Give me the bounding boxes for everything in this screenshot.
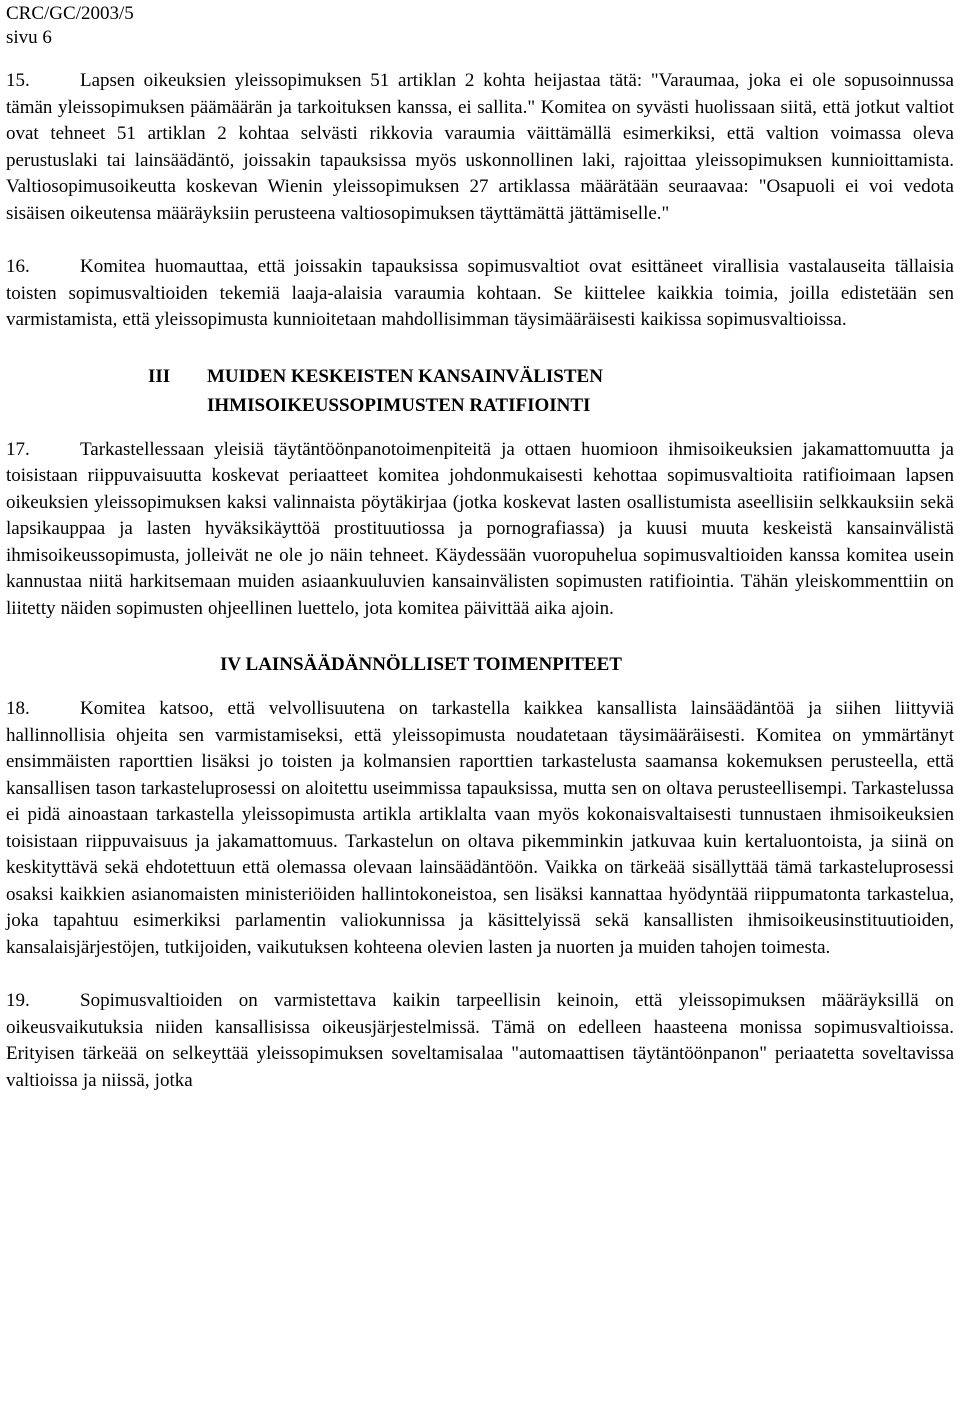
- paragraph-number: 17.: [6, 438, 30, 460]
- paragraph-16: [6, 254, 954, 334]
- paragraph-text: Komitea katsoo, että velvollisuutena on tarkastella kaikkea kansallista lainsäädäntöä ja siihen liittyviä hallinnollisia ohjeita sen varmistamiseksi, että yleissopimusta noudatetaan täysimääräisesti. Komitea on ymmärtänyt ensimmäisten raporttien lisäksi jo toisten ja kolmansien raporttien tarkastelusta saamansa kokemuksen perusteella, että kansallisen tason tarkasteluprosessi on aloitettu useimmissa tapauksissa, mutta sen on oltava perusteellisempi. Tarkastelussa ei pidä ainoastaan tarkastella yleissopimusta artikla artiklalta vaan myös kokonaisvaltaisesti tunnustaen ihmisoikeuksien toisistaan riippuvaisuus ja jakamattomuus. Tarkastelun on oltava pikemminkin jatkuvaa kuin kertaluontoista, ja siinä on keskityttävä sekä ehdotettuun että olemassa olevaan lainsäädäntöön. Vaikka on tärkeää sisällyttää tämä tarkasteluprosessi osaksi kaikkien asianomaisten ministeriöiden hallintokoneistoa, sen lisäksi kannattaa hyödyntää riippumatonta tarkastelua, joka tapahtuu esimerkiksi parlamentin valiokunnissa ja käsittelyissä sekä kansallisten ihmisoikeusinstituutioiden, kansalaisjärjestöjen, tutkijoiden, vaikutuksen kohteena olevien lasten ja nuorten ja muiden tahojen toimesta.: [6, 698, 954, 958]
- section-heading-4: IV LAINSÄÄDÄNNÖLLISET TOIMENPITEET: [220, 654, 622, 675]
- paragraph-number: 18.: [6, 698, 30, 719]
- paragraph-19: [6, 988, 954, 1094]
- paragraph-17: [6, 437, 954, 623]
- document-reference: CRC/GC/2003/5: [6, 3, 134, 24]
- section-title-line-1: MUIDEN KESKEISTEN KANSAINVÄLISTEN: [207, 365, 603, 387]
- paragraph-number: 16.: [6, 256, 30, 277]
- paragraph-number: 19.: [6, 990, 30, 1011]
- page-number: sivu 6: [6, 27, 52, 48]
- paragraph-18: [6, 696, 954, 961]
- section-heading-3: [6, 362, 954, 420]
- paragraph-text: Komitea huomauttaa, että joissakin tapauksissa sopimusvaltiot ovat esittäneet virallisia vastalauseita tällaisia toisten sopimusvaltioiden tekemiä laaja-alaisia varaumia kohtaan. Se kiittelee kaikkia toimia, joilla edistetään sen varmistamista, että yleissopimusta kunnioitetaan mahdollisimman täysimääräisesti kaikissa sopimusvaltioissa.: [6, 256, 954, 330]
- section-title: [207, 362, 603, 420]
- paragraph-text: Sopimusvaltioiden on varmistettava kaikin tarpeellisin keinoin, että yleissopimuksen määräyksillä on oikeusvaikutuksia niiden kansallisissa oikeusjärjestelmissä. Tämä on edelleen haasteena monissa sopimusvaltioissa. Erityisen tärkeää on selkeyttää yleissopimuksen soveltamisalaa "automaattisen täytäntöönpanon" periaatetta soveltavissa valtioissa ja niissä, jotka: [6, 990, 954, 1091]
- section-title-line-2: IHMISOIKEUSSOPIMUSTEN RATIFIOINTI: [207, 394, 591, 416]
- document-page: [6, 2, 954, 1094]
- paragraph-text: Tarkastellessaan yleisiä täytäntöönpanotoimenpiteitä ja ottaen huomioon ihmisoikeuksien jakamattomuutta ja toisistaan riippuvaisuutta koskevat periaatteet komitea johdonmukaisesti kehottaa sopimusvaltioita ratifioimaan lapsen oikeuksien yleissopimuksen kaksi valinnaista pöytäkirjaa (jotka koskevat lasten osallistumista aseellisiin selkkauksiin sekä lapsikauppaa ja lasten hyväksikäyttöä prostituutiossa ja pornografiassa) ja kuusi muuta keskeistä kansainvälistä ihmisoikeussopimusta, jolleivät ne ole jo näin tehneet. Käydessään vuoropuhelua sopimusvaltioiden kanssa komitea usein kannustaa niitä harkitsemaan muiden asiaankuuluvien kansainvälisten sopimusten ratifiointia. Tähän yleiskommenttiin on liitetty näiden sopimusten ohjeellinen luettelo, jota komitea päivittää aika ajoin.: [6, 438, 954, 619]
- paragraph-number: 15.: [6, 70, 30, 91]
- paragraph-15: [6, 68, 954, 227]
- section-numeral: III: [148, 365, 171, 387]
- paragraph-text: Lapsen oikeuksien yleissopimuksen 51 artiklan 2 kohta heijastaa tätä: "Varaumaa, joka ei ole sopusoinnussa tämän yleissopimuksen päämäärän ja tarkoituksen kanssa, ei sallita." Komitea on syvästi huolissaan siitä, että jotkut valtiot ovat tehneet 51 artiklan 2 kohtaa selvästi rikkovia varaumia väittämällä esimerkiksi, että valtion voimassa oleva perustuslaki tai lainsäädäntö, joissakin tapauksissa myös uskonnollinen laki, rajoittaa yleissopimuksen kunnioittamista. Valtiosopimusoikeutta koskevan Wienin yleissopimuksen 27 artiklassa määrätään seuraavaa: "Osapuoli ei voi vedota sisäisen oikeutensa määräyksiin perusteena valtiosopimuksen täyttämättä jättämiselle.": [6, 70, 954, 224]
